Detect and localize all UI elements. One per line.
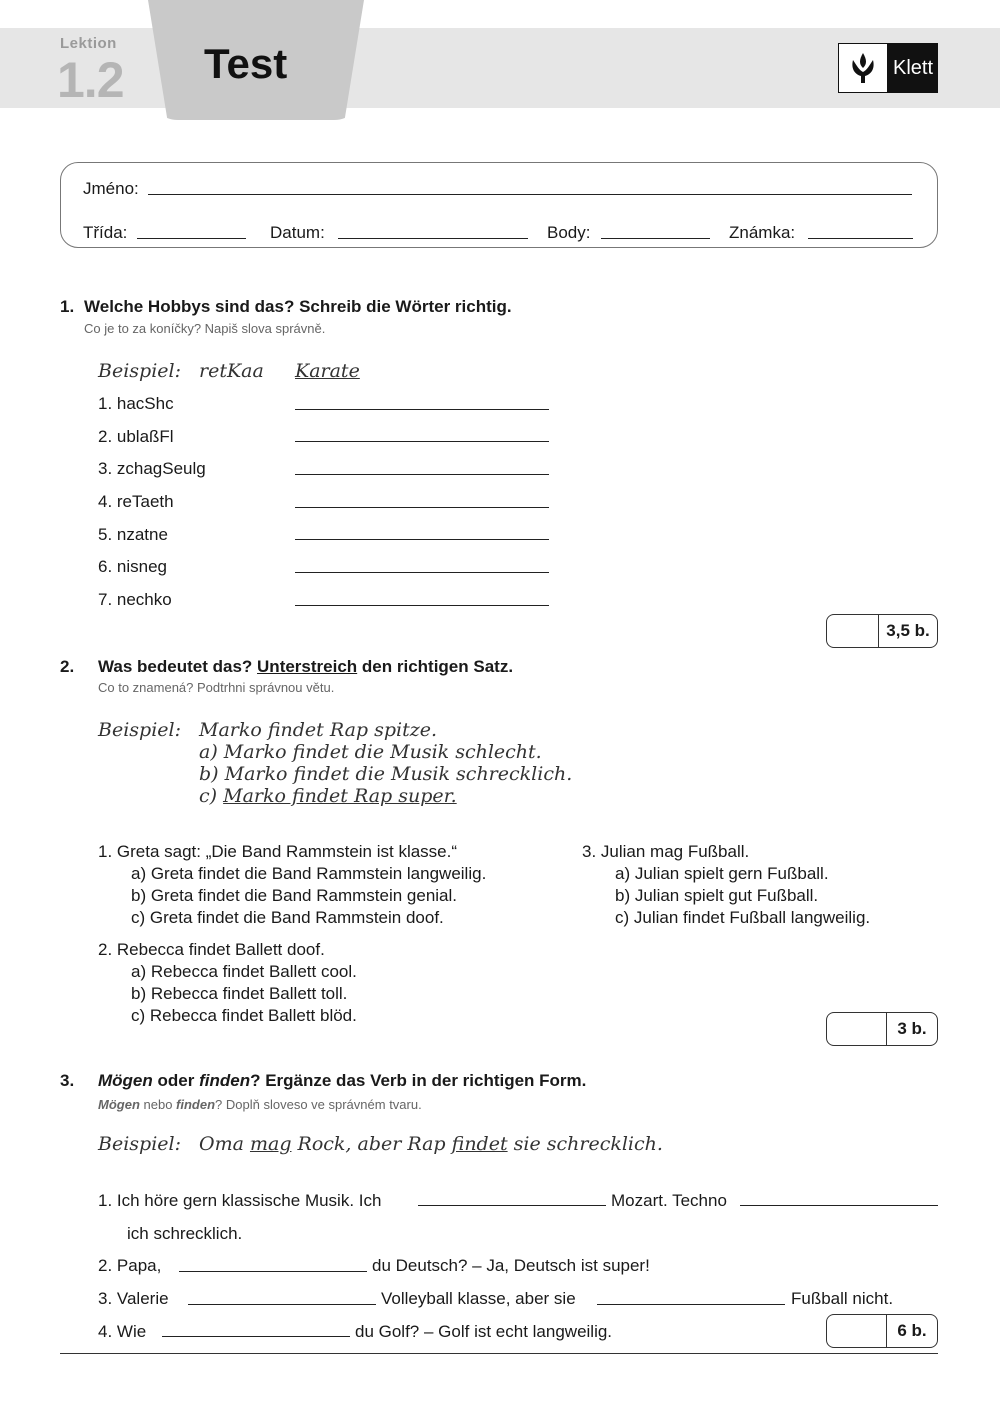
s1-points-blank[interactable] xyxy=(827,615,879,647)
s2-example-c-answer: Marko findet Rap super. xyxy=(223,785,457,807)
s1-example-word: retKaa xyxy=(199,360,264,382)
s2-option[interactable]: a) Greta findet die Band Rammstein langweilig. xyxy=(131,864,487,883)
s3-item-1-part: ich schrecklich. xyxy=(127,1224,243,1243)
s3-item-3-part: Volleyball klasse, aber sie xyxy=(381,1289,576,1308)
s3-item-2-part: du Deutsch? – Ja, Deutsch ist super! xyxy=(372,1256,650,1275)
s1-item: 2. ublaßFl xyxy=(98,427,174,446)
s3-sub-c: finden xyxy=(176,1097,216,1112)
s1-item: 7. nechko xyxy=(98,590,172,609)
s1-answer-field[interactable] xyxy=(295,409,549,410)
s1-answer-field[interactable] xyxy=(295,507,549,508)
section-2-number: 2. xyxy=(60,657,75,676)
section-3-title xyxy=(98,1071,586,1091)
section-3-number: 3. xyxy=(60,1071,75,1090)
s1-points-value: 3,5 b. xyxy=(886,621,930,640)
s3-ex-4: findet xyxy=(451,1133,508,1155)
s2-option[interactable]: c) Julian findet Fußball langweilig. xyxy=(615,908,871,927)
s3-item-4-part: du Golf? – Golf ist echt langweilig. xyxy=(355,1322,613,1341)
klett-logo xyxy=(838,43,938,93)
name-field[interactable] xyxy=(148,194,912,195)
s3-sub-d: ? Doplň sloveso ve správném tvaru. xyxy=(215,1097,422,1112)
s3-ex-3: Rock, aber Rap xyxy=(291,1133,452,1155)
s2-title-c: den richtigen Satz. xyxy=(361,657,514,676)
s1-answer-field[interactable] xyxy=(295,474,549,475)
class-field[interactable] xyxy=(137,238,246,239)
s3-item-1-part: Mozart. Techno xyxy=(611,1191,727,1210)
s3-item-1-part: 1. Ich höre gern klassische Musik. Ich xyxy=(98,1191,382,1210)
s3-title-a: Mögen xyxy=(98,1071,153,1090)
s2-example-label: Beispiel: xyxy=(98,719,181,741)
s2-q1-stem: 1. Greta sagt: „Die Band Rammstein ist klasse.“ xyxy=(98,842,458,861)
s1-item: 3. zchagSeulg xyxy=(98,459,206,478)
s3-blank[interactable] xyxy=(597,1304,785,1305)
class-label: Třída: xyxy=(83,223,128,242)
s2-points-blank[interactable] xyxy=(827,1013,887,1045)
grade-label: Známka: xyxy=(729,223,796,242)
s3-blank[interactable] xyxy=(162,1336,350,1337)
s3-ex-5: sie schrecklich. xyxy=(507,1133,663,1155)
date-label: Datum: xyxy=(270,223,325,242)
s3-blank[interactable] xyxy=(418,1205,606,1206)
s2-points-value: 3 b. xyxy=(897,1019,927,1038)
lektion-label: Lektion xyxy=(60,35,117,52)
klett-mark-icon xyxy=(838,43,888,93)
s3-ex-2: mag xyxy=(249,1133,292,1155)
s1-answer-field[interactable] xyxy=(295,572,549,573)
s2-example-option xyxy=(199,785,457,807)
s3-sub-b: nebo xyxy=(139,1097,177,1112)
s1-item: 4. reTaeth xyxy=(98,492,174,511)
s2-title-a: Was bedeutet das? xyxy=(98,657,253,676)
s3-item-3-part: Fußball nicht. xyxy=(791,1289,894,1308)
s1-item: 5. nzatne xyxy=(98,525,168,544)
s2-example-option: b) Marko findet die Musik schrecklich. xyxy=(199,763,573,785)
s1-item: 1. hacShc xyxy=(98,394,174,413)
s2-q2-stem: 2. Rebecca findet Ballett doof. xyxy=(98,940,325,959)
s3-blank[interactable] xyxy=(740,1205,938,1206)
section-2-subtitle: Co to znamená? Podtrhni správnou větu. xyxy=(98,680,335,695)
s2-example-option: a) Marko findet die Musik schlecht. xyxy=(199,741,542,763)
section-3-subtitle xyxy=(98,1097,422,1112)
s2-title-b: Unterstreich xyxy=(257,657,358,676)
s1-answer-field[interactable] xyxy=(295,441,549,442)
footer-rule xyxy=(60,1353,938,1354)
section-1-title: Welche Hobbys sind das? Schreib die Wörter richtig. xyxy=(84,297,512,316)
s3-points-box xyxy=(826,1314,938,1348)
s2-option[interactable]: b) Julian spielt gut Fußball. xyxy=(615,886,819,905)
points-field[interactable] xyxy=(601,238,710,239)
s3-blank[interactable] xyxy=(179,1271,367,1272)
points-label: Body: xyxy=(547,223,591,242)
s3-sub-a: Mögen xyxy=(98,1097,140,1112)
s1-example-label: Beispiel: xyxy=(98,360,181,382)
s1-item: 6. nisneg xyxy=(98,557,167,576)
klett-logo-text: Klett xyxy=(888,43,938,93)
s2-q3-stem: 3. Julian mag Fußball. xyxy=(582,842,750,861)
name-label: Jméno: xyxy=(83,179,139,198)
s2-points-box xyxy=(826,1012,938,1046)
s3-item-2-part: 2. Papa, xyxy=(98,1256,162,1275)
s2-example-c-prefix: c) xyxy=(199,785,218,807)
s2-option[interactable]: b) Greta findet die Band Rammstein genial. xyxy=(131,886,458,905)
s3-points-blank[interactable] xyxy=(827,1315,887,1347)
s1-answer-field[interactable] xyxy=(295,539,549,540)
s1-points-box xyxy=(826,614,938,648)
page-title: Test xyxy=(204,40,288,87)
s2-option[interactable]: a) Rebecca findet Ballett cool. xyxy=(131,962,357,981)
s3-title-b: oder xyxy=(157,1071,195,1090)
s3-example-label: Beispiel: xyxy=(98,1133,181,1155)
s3-points-value: 6 b. xyxy=(897,1321,927,1340)
lektion-number: 1.2 xyxy=(57,52,124,108)
s2-option[interactable]: b) Rebecca findet Ballett toll. xyxy=(131,984,348,1003)
s2-example-stem: Marko findet Rap spitze. xyxy=(199,719,438,741)
s3-example-sentence xyxy=(199,1133,663,1155)
s3-title-c: finden xyxy=(199,1071,251,1090)
section-1-number: 1. xyxy=(60,297,75,316)
s1-answer-field[interactable] xyxy=(295,605,549,606)
student-info-box xyxy=(60,162,938,248)
section-2-title xyxy=(98,657,513,677)
s3-blank[interactable] xyxy=(188,1304,376,1305)
s3-ex-1: Oma xyxy=(199,1133,250,1155)
s1-example-answer: Karate xyxy=(295,360,360,382)
date-field[interactable] xyxy=(338,238,528,239)
grade-field[interactable] xyxy=(808,238,913,239)
s3-item-4-part: 4. Wie xyxy=(98,1322,147,1341)
section-1-subtitle: Co je to za koníčky? Napiš slova správně. xyxy=(84,321,326,336)
s3-item-3-part: 3. Valerie xyxy=(98,1289,169,1308)
s2-option[interactable]: c) Rebecca findet Ballett blöd. xyxy=(131,1006,357,1025)
s2-option[interactable]: c) Greta findet die Band Rammstein doof. xyxy=(131,908,444,927)
s3-title-d: ? Ergänze das Verb in der richtigen Form. xyxy=(250,1071,587,1090)
s2-option[interactable]: a) Julian spielt gern Fußball. xyxy=(615,864,829,883)
